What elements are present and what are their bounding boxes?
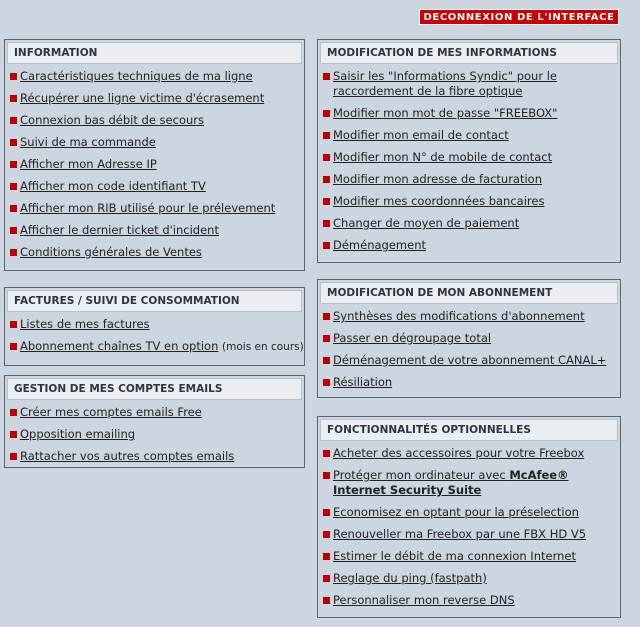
link-list — [5, 405, 304, 464]
list-item — [10, 405, 304, 420]
panel-modif-infos — [317, 39, 621, 263]
list-item — [323, 571, 620, 586]
link-rattacher-comptes[interactable]: Rattacher vos autres comptes emails — [20, 449, 235, 463]
link-degroupage-total[interactable]: Passer en dégroupage total — [333, 331, 492, 345]
link-opposition-emailing[interactable]: Opposition emailing — [20, 427, 136, 441]
list-item — [323, 527, 620, 542]
note-mois-en-cours: (mois en cours) — [222, 341, 304, 353]
list-item — [10, 157, 304, 172]
list-item — [323, 549, 620, 564]
link-accessoires[interactable]: Acheter des accessoires pour votre Freebox — [333, 446, 585, 460]
panel-modif-abo — [317, 279, 621, 398]
panel-options — [317, 416, 621, 618]
link-renouveller-freebox[interactable]: Renouveller ma Freebox par une FBX HD V5 — [333, 527, 587, 541]
list-item — [323, 238, 620, 253]
link-syntheses[interactable]: Synthèses des modifications d'abonnement — [333, 309, 585, 323]
link-mobile-contact[interactable]: Modifier mon N° de mobile de contact — [333, 150, 553, 164]
list-item — [10, 339, 304, 355]
panel-title: FONCTIONNALITÉS OPTIONNELLES — [320, 419, 618, 441]
list-item — [323, 309, 620, 324]
link-rib[interactable]: Afficher mon RIB utilisé pour le prélevement — [20, 201, 276, 215]
mcafee-label: McAfee® Internet Security Suite — [333, 468, 569, 497]
panel-emails — [4, 375, 305, 468]
logout-button[interactable]: DECONNEXION DE L'INTERFACE — [419, 9, 619, 25]
link-list — [318, 446, 620, 608]
list-item — [323, 216, 620, 231]
list-item — [323, 375, 620, 390]
list-item — [10, 317, 304, 332]
list-item — [323, 446, 620, 461]
link-coordonnees-bancaires[interactable]: Modifier mes coordonnées bancaires — [333, 194, 545, 208]
link-suivi-commande[interactable]: Suivi de ma commande — [20, 135, 156, 149]
link-resiliation[interactable]: Résiliation — [333, 375, 393, 389]
panel-information — [4, 39, 305, 271]
list-item — [323, 106, 620, 121]
link-abonnement-tv[interactable]: Abonnement chaînes TV en option — [20, 339, 219, 353]
list-item — [323, 194, 620, 209]
link-demenagement-canal[interactable]: Déménagement de votre abonnement CANAL+ — [333, 353, 607, 367]
list-item — [323, 69, 620, 99]
list-item — [323, 468, 620, 498]
list-item — [10, 69, 304, 84]
list-item — [10, 91, 304, 106]
link-caracteristiques[interactable]: Caractéristiques techniques de ma ligne — [20, 69, 253, 83]
link-reverse-dns[interactable]: Personnaliser mon reverse DNS — [333, 593, 515, 607]
link-adresse-facturation[interactable]: Modifier mon adresse de facturation — [333, 172, 542, 186]
list-item — [10, 427, 304, 442]
panel-title: MODIFICATION DE MES INFORMATIONS — [320, 42, 618, 64]
link-list — [318, 309, 620, 390]
list-item — [323, 128, 620, 143]
panel-title: INFORMATION — [7, 42, 302, 64]
list-item — [323, 505, 620, 520]
link-list — [318, 69, 620, 253]
link-informations-syndic[interactable]: Saisir les "Informations Syndic" pour le raccordement de la fibre optique — [333, 69, 557, 98]
link-connexion-secours[interactable]: Connexion bas débit de secours — [20, 113, 204, 127]
link-demenagement[interactable]: Déménagement — [333, 238, 426, 252]
link-listes-factures[interactable]: Listes de mes factures — [20, 317, 150, 331]
link-creer-emails[interactable]: Créer mes comptes emails Free — [20, 405, 202, 419]
list-item — [10, 113, 304, 128]
list-item — [323, 593, 620, 608]
link-preselection[interactable]: Economisez en optant pour la préselection — [333, 505, 579, 519]
link-list — [5, 317, 304, 355]
list-item — [323, 150, 620, 165]
list-item — [10, 449, 304, 464]
list-item — [323, 353, 620, 368]
list-item — [10, 245, 304, 260]
panel-title: MODIFICATION DE MON ABONNEMENT — [320, 282, 618, 304]
panel-title: GESTION DE MES COMPTES EMAILS — [7, 378, 302, 400]
list-item — [10, 135, 304, 150]
link-reglage-ping[interactable]: Reglage du ping (fastpath) — [333, 571, 487, 585]
link-proteger-text: Protéger mon ordinateur avec — [333, 468, 510, 482]
link-mot-de-passe[interactable]: Modifier mon mot de passe "FREEBOX" — [333, 106, 558, 120]
link-code-tv[interactable]: Afficher mon code identifiant TV — [20, 179, 206, 193]
link-conditions-ventes[interactable]: Conditions générales de Ventes — [20, 245, 202, 259]
list-item — [10, 223, 304, 238]
list-item — [323, 172, 620, 187]
list-item — [323, 331, 620, 346]
link-estimer-debit[interactable]: Estimer le débit de ma connexion Internet — [333, 549, 576, 563]
link-adresse-ip[interactable]: Afficher mon Adresse IP — [20, 157, 157, 171]
panel-factures — [4, 287, 305, 366]
link-ticket-incident[interactable]: Afficher le dernier ticket d'incident — [20, 223, 219, 237]
link-list — [5, 69, 304, 260]
link-email-contact[interactable]: Modifier mon email de contact — [333, 128, 509, 142]
panel-title: FACTURES / SUIVI DE CONSOMMATION — [7, 290, 302, 312]
list-item — [10, 179, 304, 194]
link-moyen-paiement[interactable]: Changer de moyen de paiement — [333, 216, 520, 230]
link-proteger-ordinateur[interactable] — [333, 468, 569, 497]
list-item — [10, 201, 304, 216]
link-recuperer-ligne[interactable]: Récupérer une ligne victime d'écrasement — [20, 91, 265, 105]
